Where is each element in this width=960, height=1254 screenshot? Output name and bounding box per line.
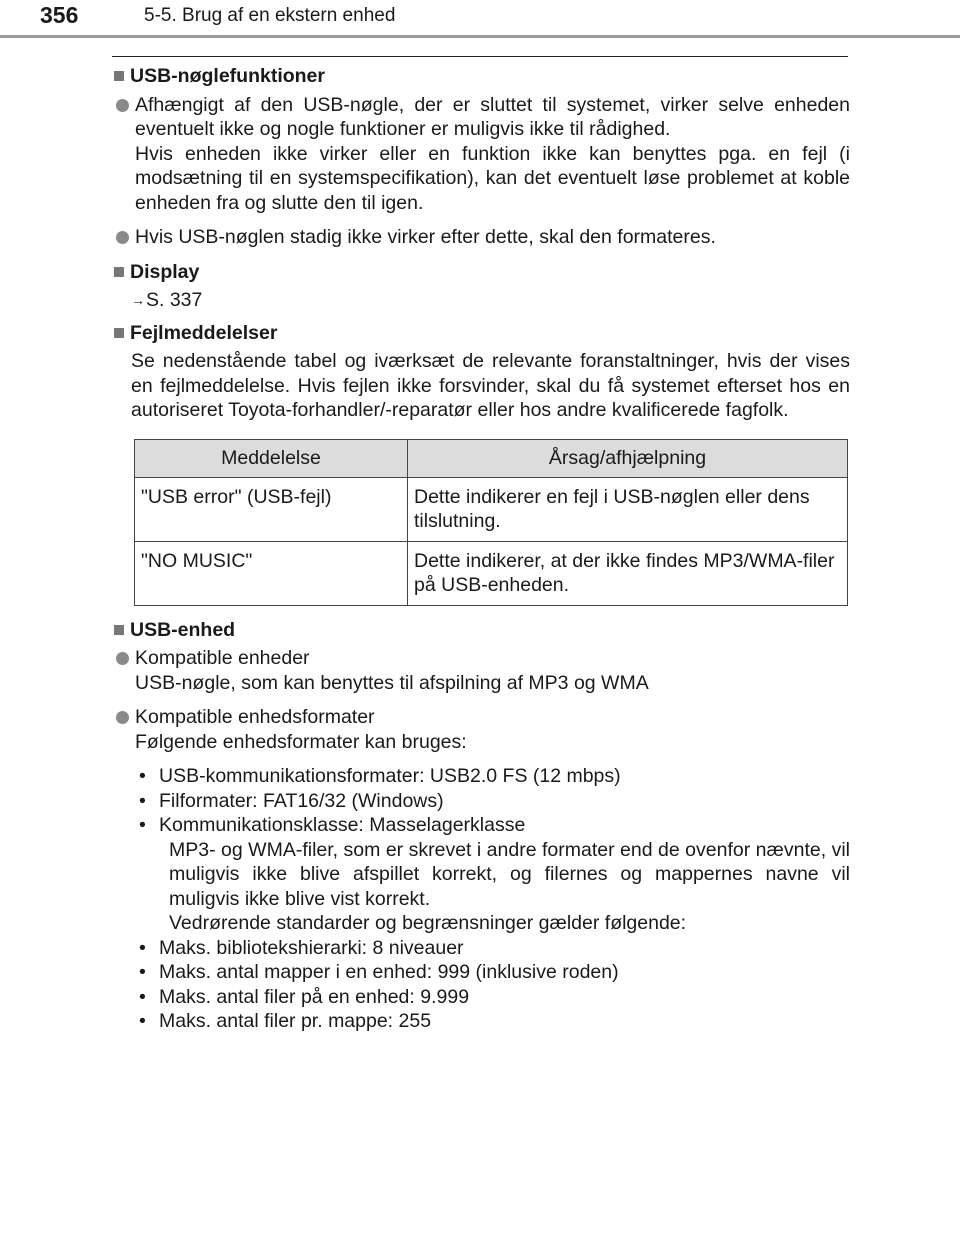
table-cell: Dette indikerer, at der ikke findes MP3/WMA-filer på USB-enheden. bbox=[408, 541, 848, 605]
item-title: Kompatible enhedsformater bbox=[135, 706, 375, 728]
section-usb-device-heading bbox=[112, 618, 850, 643]
top-rule bbox=[112, 56, 848, 57]
bullet-icon: • bbox=[139, 814, 146, 836]
format-list bbox=[131, 764, 850, 1034]
paragraph: Afhængigt af den USB-nøgle, der er sluttet til systemet, virker selve enheden eventuelt ikke og nogle funktioner er muligvis ikke til rådighed. bbox=[135, 93, 850, 140]
circle-bullet-icon bbox=[116, 652, 129, 665]
paragraph: USB-nøgle, som kan benyttes til afspilning af MP3 og WMA bbox=[135, 671, 649, 694]
square-bullet-icon bbox=[114, 625, 124, 635]
page-reference-text: S. 337 bbox=[146, 289, 203, 311]
header-rule bbox=[0, 35, 960, 38]
error-table bbox=[134, 439, 848, 606]
circle-bullet-icon bbox=[116, 231, 129, 244]
list-item-text: Filformater: FAT16/32 (Windows) bbox=[159, 789, 444, 812]
list-item bbox=[112, 646, 850, 695]
table-header-cell: Årsag/afhjælpning bbox=[408, 439, 848, 477]
list-item bbox=[112, 225, 850, 250]
table-header-cell: Meddelelse bbox=[135, 439, 408, 477]
square-bullet-icon bbox=[114, 328, 124, 338]
bullet-icon: • bbox=[139, 1010, 146, 1032]
list-item-text: Maks. antal filer på en enhed: 9.999 bbox=[159, 985, 470, 1008]
list-item bbox=[131, 960, 850, 985]
chapter-title: 5-5. Brug af en ekstern enhed bbox=[144, 5, 396, 26]
list-item bbox=[131, 936, 850, 961]
list-item-text: Maks. antal filer pr. mappe: 255 bbox=[159, 1010, 432, 1032]
list-item bbox=[131, 985, 850, 1010]
paragraph: Se nedenstående tabel og iværksæt de relevante foranstaltninger, hvis der vises en fejlmeddelelse. Hvis fejlen ikke forsvinder, skal du få systemet efterset hos en autoriseret Toyota-forhandler/-reparatør eller hos andre kvalificerede fagfolk. bbox=[131, 350, 850, 421]
bullet-icon: • bbox=[139, 985, 146, 1008]
section-title: USB-enhed bbox=[130, 618, 236, 641]
circle-bullet-icon bbox=[116, 711, 129, 724]
table-cell: Dette indikerer en fejl i USB-nøglen eller dens tilslutning. bbox=[408, 477, 848, 541]
list-item bbox=[131, 813, 850, 838]
square-bullet-icon bbox=[114, 267, 124, 277]
section-errors-heading bbox=[112, 321, 850, 346]
table-row bbox=[135, 477, 848, 541]
list-item-text: Kommunikationsklasse: Masselagerklasse bbox=[159, 814, 526, 836]
table-cell: "USB error" (USB-fejl) bbox=[135, 477, 408, 541]
page-reference bbox=[131, 288, 850, 313]
note-paragraph: Vedrørende standarder og begrænsninger gælder følgende: bbox=[169, 912, 687, 934]
list-item-text: Maks. bibliotekshierarki: 8 niveauer bbox=[159, 936, 464, 959]
section-title: Display bbox=[130, 260, 200, 283]
section-usb-key-heading bbox=[112, 64, 850, 89]
list-item bbox=[112, 93, 850, 216]
page-number: 356 bbox=[40, 2, 79, 28]
section-display-heading bbox=[112, 260, 850, 285]
list-item-text: Maks. antal mapper i en enhed: 999 (inklusive roden) bbox=[159, 961, 619, 983]
circle-bullet-icon bbox=[116, 99, 129, 112]
list-item-text: USB-kommunikationsformater: USB2.0 FS (12 mbps) bbox=[159, 765, 621, 787]
paragraph: Følgende enhedsformater kan bruges: bbox=[135, 730, 467, 753]
list-item bbox=[112, 705, 850, 754]
table-row bbox=[135, 541, 848, 605]
bullet-icon: • bbox=[139, 789, 146, 812]
list-item bbox=[131, 1009, 850, 1034]
bullet-icon: • bbox=[139, 936, 146, 959]
list-item bbox=[131, 764, 850, 789]
table-cell: "NO MUSIC" bbox=[135, 541, 408, 605]
page-content bbox=[112, 64, 850, 1034]
paragraph: Hvis USB-nøglen stadig ikke virker efter dette, skal den formateres. bbox=[135, 226, 716, 248]
item-title: Kompatible enheder bbox=[135, 647, 310, 669]
table-header-row bbox=[135, 439, 848, 477]
paragraph: Hvis enheden ikke virker eller en funktion ikke kan benyttes pga. en fejl (i modsætning til en systemspecifikation), kan det eventuelt løse problemet at koble enheden fra og slutte den til igen. bbox=[135, 142, 850, 214]
arrow-right-icon: → bbox=[131, 292, 145, 308]
list-item bbox=[131, 789, 850, 814]
section-title: USB-nøglefunktioner bbox=[130, 65, 325, 87]
note-paragraph: MP3- og WMA-filer, som er skrevet i andre formater end de ovenfor nævnte, vil muligvis ikke blive afspillet korrekt, og filernes og mappernes navne vil muligvis ikke blive vist korrekt. bbox=[169, 838, 850, 910]
bullet-icon: • bbox=[139, 961, 146, 983]
section-title: Fejlmeddelelser bbox=[130, 321, 278, 344]
bullet-icon: • bbox=[139, 765, 146, 787]
square-bullet-icon bbox=[114, 71, 124, 81]
